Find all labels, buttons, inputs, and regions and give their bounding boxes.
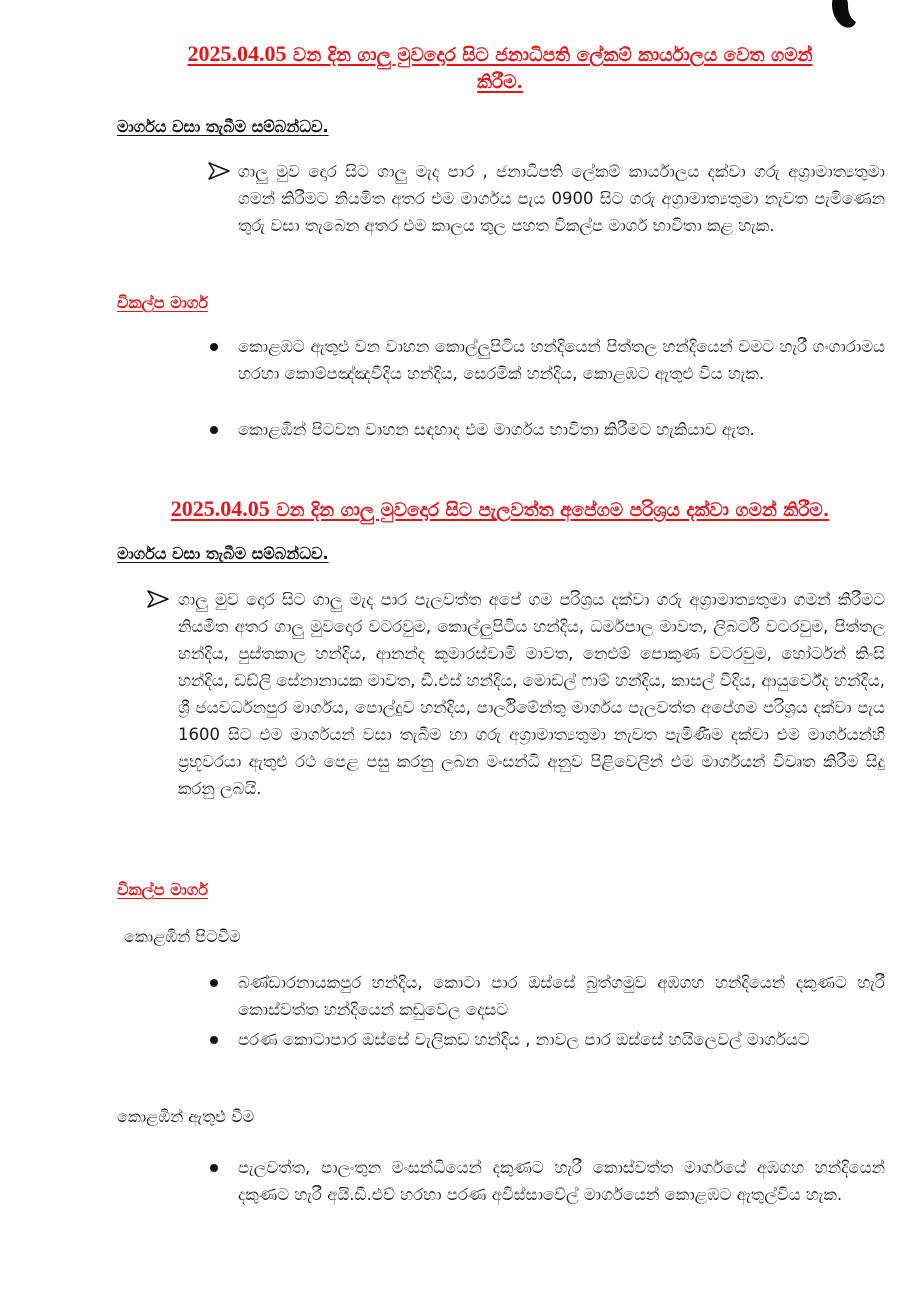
- section1-heading-date: 2025.04.05: [187, 41, 287, 66]
- corner-blot-mark: [826, 0, 860, 32]
- arrow-bullet-icon: [147, 590, 169, 608]
- section2-closure-text: ගාලු මුව දොර සිට ගාලු මැද පාර පැලවත්ත අපේ ගම පරිශ්‍රය දක්වා ගරු අග්‍රාමාත්‍යතුමා ගමන් කිරීමට නියමිත අතර ගාලු මුවදොර වටරවුම, කොල්ලුපිටිය හන්දිය, ධර්මපාල මාවත, ලිබර්ටි වටරවුම, පිත්තල හන්දිය, පුස්තකාල හන්දිය, ආනන්ද කුමාරස්වාමි මාවත, නෙළුම් පොකුණ වටරවුම, හෝර්ටන් කිංසි හන්දිය, ඩඩ්ලි සේනානායක මාවත, ඩී.එස් හන්දිය, මොඩල් ෆාම් හන්දිය, කාසල් වීදිය, ආයුර්වේද හන්දිය, ශ්‍රී ජයවර්ධනපුර මාර්ගය, පොල්දුව හන්දිය, පාර්ලිමේන්තු මාර්ගය පැලවත්ත අපේගම පරිශ්‍රය දක්වා පැය 1600 සිට එම මාර්ගයන් වසා තැබීම හා ගරු අග්‍රාමාත්‍යතුමා නැවත පැමිණීම දක්වා එම මාර්ගයන්හි ප්‍රභූවරයා ඇතුළු රථ පෙළ පසු කරනු ලබන මංසන්ධි අනුව පිළිවෙලින් එම මාර්ගයන් විවෘත කිරීම සිදු කරනු ලබයි.: [178, 590, 885, 798]
- section2-leaving-item-2: පරණ කොටාපාර ඔස්සේ වැලිකඩ හන්දිය , නාවල පාර ඔස්සේ හයිලෙවල් මාර්ගයට: [238, 1030, 810, 1049]
- section2-entering-item-1: පැලවත්ත, පාලංතුන මංසන්ධියෙන් දකුණට හැරී කොස්වත්ත මාර්ගයේ අඹගහ හන්දියෙන් දකුණට හැරී අයි.ඩී.එච් හරහා පරණ අවිස්සාවේල් මාර්ගයෙන් කොළඹට ඇතුල්විය හැක.: [238, 1158, 885, 1204]
- section2-leaving-item-1: බණ්ඩාරනායකපුර හන්දිය, කොටා පාර ඔස්සේ බුත්ගමුව අඹගහ හන්දියෙන් දකුණට හැරී කොස්වත්ත හන්දියෙන් කඩුවෙල දෙසට: [238, 973, 885, 1019]
- bullet-dot-icon: [210, 343, 218, 351]
- section1-heading-text: වන දින ගාලු මුවදොර සිට ජනාධිපති ලේකම් කාර්යාලය වෙත ගමන්: [286, 45, 813, 66]
- section1-alt-item-2: කොළඹින් පිටවන වාහන සඳහාද එම මාර්ගය භාවිතා කිරීමට හැකියාව ඇත.: [238, 420, 755, 439]
- section2-entering-label: කොළඹින් ඇතුළු වීම: [117, 1107, 255, 1126]
- section2-leaving-label: කොළඹින් පිටවීම: [124, 927, 241, 946]
- section1-heading-line2: කිරීම.: [477, 72, 523, 93]
- section1-heading: [120, 40, 880, 96]
- arrow-bullet-icon: [208, 162, 230, 180]
- section2-heading-text: වන දින ගාලු මුවදොර සිට පැලවත්ත අපේගම පරිශ්‍රය දක්වා ගමන් කිරීම.: [269, 500, 830, 521]
- section2-heading: [110, 495, 890, 524]
- bullet-dot-icon: [210, 979, 218, 987]
- bullet-dot-icon: [210, 1036, 218, 1044]
- section2-closure-title: මාර්ගය වසා තැබීම සම්බන්ධව.: [117, 544, 329, 563]
- bullet-dot-icon: [210, 1164, 218, 1172]
- section1-alt-title: විකල්ප මාර්ග: [117, 293, 208, 312]
- section1-alt-item-1: කොළඹට ඇතුළු වන වාහන කොල්ලුපිටිය හන්දියෙන් පිත්තල හන්දියෙන් වමට හැරී ගංගාරාමය හරහා කොම්පඤ්ඤවීදිය හන්දිය, සෙරමික් හන්දිය, කොළඹට ඇතුළු විය හැක.: [238, 337, 885, 383]
- section2-heading-date: 2025.04.05: [170, 496, 270, 521]
- section1-closure-text: ගාලු මුව දොර සිට ගාලු මැද පාර , ජනාධිපති ලේකම් කාර්යාලය දක්වා ගරු අග්‍රාමාත්‍යතුමා ගමන් කිරීමට නියමිත අතර එම මාර්ගය පැය 0900 සිට ගරු අග්‍රාමාත්‍යතුමා නැවත පැමිණෙන තුරු වසා තැබෙන අතර එම කාලය තුල පහත විකල්ප මාර්ග භාවිතා කළ හැක.: [238, 162, 885, 235]
- section1-closure-title: මාර්ගය වසා තැබීම සම්බන්ධව.: [117, 117, 329, 136]
- bullet-dot-icon: [210, 426, 218, 434]
- section2-alt-title: විකල්ප මාර්ග: [117, 880, 208, 899]
